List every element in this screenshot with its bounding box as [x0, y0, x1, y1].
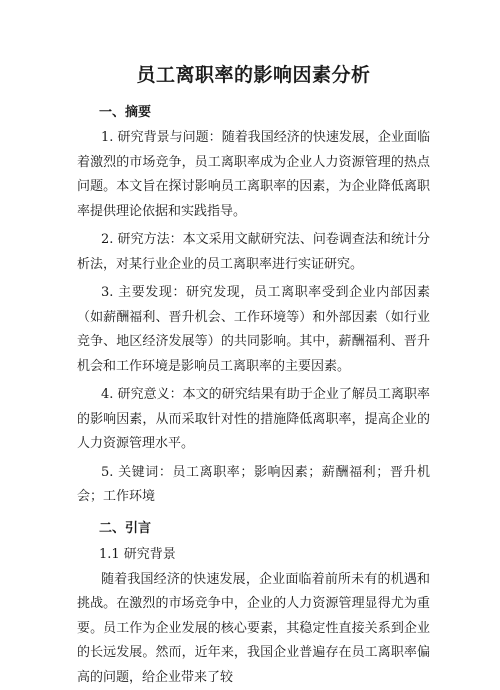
abstract-item: 3. 主要发现：研究发现，员工离职率受到企业内部因素（如薪酬福利、晋升机会、工作环境等）和外部因素（如行业竞争、地区经济发展等）的共同影响。其中，薪酬福利、晋升机会和工作环境是影响员工离职率的主要因素。: [77, 281, 430, 379]
abstract-item: 2. 研究方法：本文采用文献研究法、问卷调查法和统计分析法，对某行业企业的员工离职率进行实证研究。: [77, 228, 430, 277]
intro-heading: 二、引言: [77, 516, 430, 542]
intro-paragraph: 随着我国经济的快速发展，企业面临着前所未有的机遇和挑战。在激烈的市场竞争中，企业的人力资源管理显得尤为重要。员工作为企业发展的核心要素，其稳定性直接关系到企业的长远发展。然而，近年来，我国企业普遍存在员工离职率偏高的问题，给企业带来了较: [77, 568, 430, 690]
intro-sub-heading: 1.1 研究背景: [77, 542, 430, 568]
abstract-item: 4. 研究意义：本文的研究结果有助于企业了解员工离职率的影响因素，从而采取针对性的措施降低离职率，提高企业的人力资源管理水平。: [77, 383, 430, 457]
abstract-item: 1. 研究背景与问题：随着我国经济的快速发展，企业面临着激烈的市场竞争，员工离职率成为企业人力资源管理的热点问题。本文旨在探讨影响员工离职率的因素，为企业降低离职率提供理论依据和实践指导。: [77, 126, 430, 224]
abstract-item: 5. 关键词：员工离职率；影响因素；薪酬福利；晋升机会；工作环境: [77, 461, 430, 510]
abstract-heading: 一、摘要: [77, 100, 430, 126]
document-title: 员工离职率的影响因素分析: [77, 62, 430, 88]
